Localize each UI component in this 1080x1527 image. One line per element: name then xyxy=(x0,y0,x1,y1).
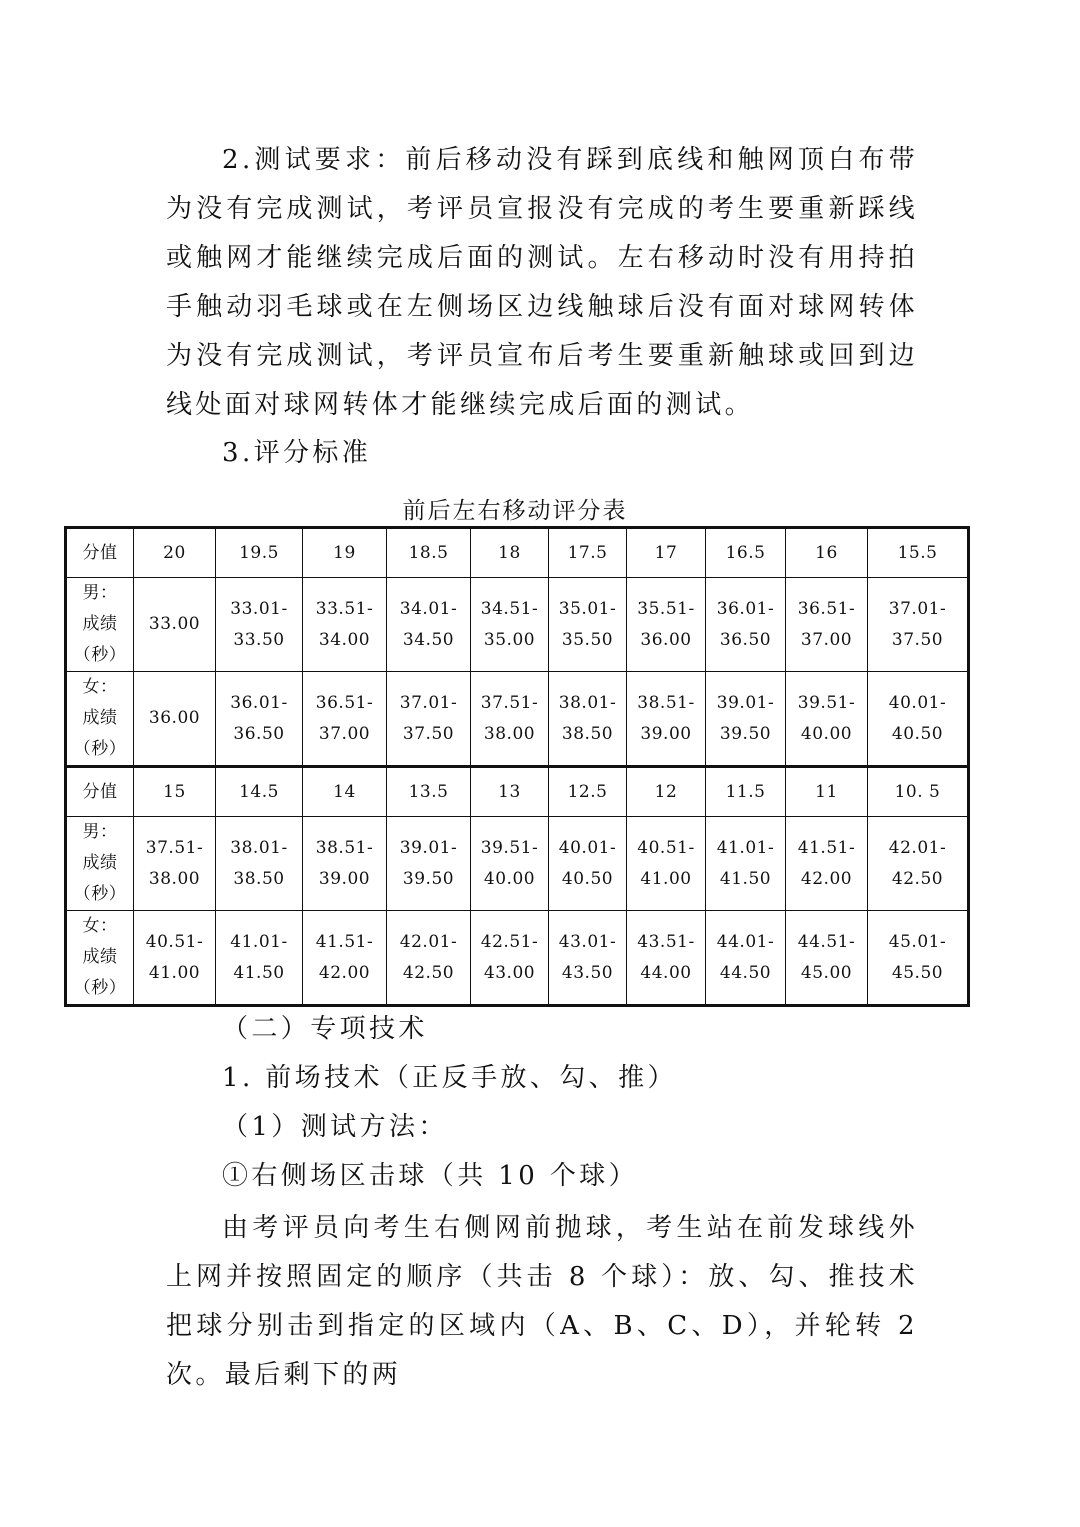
time-range-line: 36.00 xyxy=(640,629,692,650)
row-label-line: 男： xyxy=(82,583,118,603)
time-range-line: 40.01- xyxy=(558,837,617,858)
time-range-cell xyxy=(706,672,786,767)
time-range-line: 43.01- xyxy=(558,931,617,952)
time-range-line: 42.51- xyxy=(480,931,539,952)
time-range-cell xyxy=(868,578,969,672)
row-label-line: 成绩 xyxy=(82,947,118,967)
time-range-line: 44.01- xyxy=(716,931,775,952)
score-value-cell: 16 xyxy=(786,528,868,578)
time-range-line: 42.50 xyxy=(402,962,455,983)
time-range-cell xyxy=(387,578,471,672)
time-range-line: 34.51- xyxy=(480,598,539,619)
time-range-line: 40.51- xyxy=(637,837,695,858)
time-range-line: 38.51- xyxy=(637,692,695,713)
score-value-cell: 11.5 xyxy=(706,767,786,817)
row-label-cell xyxy=(66,911,134,1006)
time-range-cell xyxy=(303,817,387,911)
score-value-cell: 19 xyxy=(303,528,387,578)
time-range-line: 40.50 xyxy=(891,723,944,744)
score-value-cell: 13.5 xyxy=(387,767,471,817)
time-range-line: 35.00 xyxy=(483,629,536,650)
section-heading-special-skills: （二）专项技术 xyxy=(222,1014,428,1044)
time-range-line: 41.00 xyxy=(640,868,692,889)
time-range-line: 37.01- xyxy=(399,692,458,713)
time-range-line: 41.51- xyxy=(315,931,374,952)
time-range-line: 36.01- xyxy=(230,692,288,713)
time-range-line: 43.50 xyxy=(561,962,614,983)
time-range-cell xyxy=(786,817,868,911)
time-range-line: 42.00 xyxy=(318,962,371,983)
time-range-cell xyxy=(786,578,868,672)
time-range-cell xyxy=(387,672,471,767)
score-value-cell: 18.5 xyxy=(387,528,471,578)
score-value-cell: 19.5 xyxy=(216,528,303,578)
time-range-cell xyxy=(471,578,549,672)
time-range-line: 41.50 xyxy=(719,868,772,889)
time-range-line: 41.01- xyxy=(716,837,775,858)
time-range-cell xyxy=(134,578,216,672)
time-range-cell xyxy=(549,578,627,672)
time-range-line: 41.51- xyxy=(797,837,856,858)
score-header-label: 分值 xyxy=(66,528,134,578)
time-range-line: 37.51- xyxy=(145,837,204,858)
time-range-line: 33.01- xyxy=(230,598,288,619)
time-range-line: 38.51- xyxy=(315,837,374,858)
time-range-cell xyxy=(471,911,549,1006)
score-header-label: 分值 xyxy=(66,767,134,817)
time-range-line: 38.01- xyxy=(230,837,288,858)
time-range-line: 44.00 xyxy=(640,962,692,983)
time-range-line: 37.00 xyxy=(318,723,371,744)
row-label-line: 女： xyxy=(82,677,118,697)
time-range-line: 34.00 xyxy=(318,629,371,650)
time-range-cell xyxy=(786,672,868,767)
row-label-cell xyxy=(66,672,134,767)
time-range-cell xyxy=(627,817,706,911)
male-time-row xyxy=(66,578,969,672)
time-range-line: 37.00 xyxy=(800,629,853,650)
time-range-cell xyxy=(627,672,706,767)
time-range-cell xyxy=(706,578,786,672)
row-label-cell xyxy=(66,578,134,672)
time-range-line: 37.50 xyxy=(402,723,455,744)
time-range-line: 33.50 xyxy=(233,629,285,650)
time-range-cell xyxy=(134,817,216,911)
time-range-line: 38.01- xyxy=(558,692,617,713)
time-range-line: 36.01- xyxy=(716,598,775,619)
time-range-line: 36.51- xyxy=(797,598,856,619)
time-range-cell xyxy=(303,911,387,1006)
time-range-line: 39.01- xyxy=(399,837,458,858)
time-range-line: 42.00 xyxy=(800,868,853,889)
time-range-line: 43.51- xyxy=(637,931,695,952)
heading-scoring-standard: 3.评分标准 xyxy=(222,438,372,468)
time-range-line: 34.50 xyxy=(402,629,455,650)
paragraph-test-requirements: 2.测试要求：前后移动没有踩到底线和触网顶白布带为没有完成测试，考评员宣报没有完成的考生要重新踩线或触网才能继续完成后面的测试。左右移动时没有用持拍手触动羽毛球或在左侧场区边线触球后没有面对球网转体为没有完成测试，考评员宣布后考生要重新触球或回到边线处面对球网转体才能继续完成后面的测试。 xyxy=(166,145,918,420)
scoring-table xyxy=(64,526,970,1007)
time-range-line: 38.00 xyxy=(483,723,536,744)
score-value-cell: 12 xyxy=(627,767,706,817)
item-frontcourt-technique: 1. 前场技术（正反手放、勾、推） xyxy=(222,1063,677,1093)
female-time-row xyxy=(66,911,969,1006)
score-value-cell: 17.5 xyxy=(549,528,627,578)
paragraph-test-description: 由考评员向考生右侧网前抛球，考生站在前发球线外上网并按照固定的顺序（共击 8 个球）：放、勾、推技术把球分别击到指定的区域内（A、B、C、D），并轮转 2 次。最后剩下的两 xyxy=(166,1213,918,1390)
time-range-line: 42.50 xyxy=(891,868,944,889)
row-label-line: 成绩 xyxy=(82,614,118,634)
time-range-cell xyxy=(549,672,627,767)
score-value-cell: 15.5 xyxy=(868,528,969,578)
time-range-line: 39.51- xyxy=(480,837,539,858)
time-range-cell xyxy=(706,817,786,911)
time-range-line: 41.01- xyxy=(230,931,288,952)
time-range-cell xyxy=(216,578,303,672)
time-range-cell xyxy=(868,672,969,767)
time-range-cell xyxy=(868,817,969,911)
time-range-line: 40.51- xyxy=(145,931,204,952)
female-time-row xyxy=(66,672,969,767)
time-range-line: 42.01- xyxy=(399,931,458,952)
row-label-line: 成绩 xyxy=(82,853,118,873)
time-range-cell xyxy=(387,911,471,1006)
time-range-line: 39.00 xyxy=(640,723,692,744)
time-range-line: 39.00 xyxy=(318,868,371,889)
time-range-cell xyxy=(549,817,627,911)
row-label-line: 男： xyxy=(82,822,118,842)
time-range-line: 45.01- xyxy=(888,931,947,952)
time-range-cell xyxy=(303,578,387,672)
score-value-cell: 10. 5 xyxy=(868,767,969,817)
score-value-cell: 20 xyxy=(134,528,216,578)
time-range-line: 40.00 xyxy=(800,723,853,744)
time-range-line: 44.50 xyxy=(719,962,772,983)
scoring-table-body xyxy=(66,528,969,1006)
time-range-line: 36.51- xyxy=(315,692,374,713)
time-range-line: 36.50 xyxy=(719,629,772,650)
time-range-cell xyxy=(134,911,216,1006)
time-range-cell xyxy=(706,911,786,1006)
time-range-cell xyxy=(549,911,627,1006)
score-value-cell: 11 xyxy=(786,767,868,817)
score-header-row xyxy=(66,767,969,817)
time-range-line: 37.50 xyxy=(891,629,944,650)
row-label-line: （秒） xyxy=(73,645,127,665)
time-range-line: 41.00 xyxy=(148,962,201,983)
score-value-cell: 13 xyxy=(471,767,549,817)
time-range-line: 44.51- xyxy=(797,931,856,952)
time-range-line: 45.00 xyxy=(800,962,853,983)
time-range-line: 37.51- xyxy=(480,692,539,713)
time-range-line: 39.01- xyxy=(716,692,775,713)
male-time-row xyxy=(66,817,969,911)
time-range-line: 40.01- xyxy=(888,692,947,713)
row-label-line: 女： xyxy=(82,916,118,936)
time-range-cell xyxy=(387,817,471,911)
time-range-cell xyxy=(216,672,303,767)
time-range-line: 45.50 xyxy=(891,962,944,983)
time-range-line: 33.51- xyxy=(315,598,374,619)
time-range-line: 40.00 xyxy=(483,868,536,889)
time-range-cell xyxy=(627,911,706,1006)
time-range-cell xyxy=(471,672,549,767)
time-range-line: 40.50 xyxy=(561,868,614,889)
time-range-line: 34.01- xyxy=(399,598,458,619)
time-range-line: 36.50 xyxy=(233,723,285,744)
time-range-cell xyxy=(786,911,868,1006)
score-value-cell: 17 xyxy=(627,528,706,578)
score-value-cell: 18 xyxy=(471,528,549,578)
time-range-line: 41.50 xyxy=(233,962,285,983)
time-range-cell xyxy=(134,672,216,767)
item-right-zone-hitting: ①右侧场区击球（共 10 个球） xyxy=(222,1161,639,1191)
time-range-line: 39.50 xyxy=(402,868,455,889)
time-range-line: 33.00 xyxy=(148,614,201,634)
time-range-cell xyxy=(471,817,549,911)
time-range-line: 35.50 xyxy=(561,629,614,650)
score-value-cell: 12.5 xyxy=(549,767,627,817)
time-range-line: 36.00 xyxy=(148,708,201,728)
time-range-line: 43.00 xyxy=(483,962,536,983)
score-value-cell: 16.5 xyxy=(706,528,786,578)
score-value-cell: 14.5 xyxy=(216,767,303,817)
row-label-line: （秒） xyxy=(73,739,127,759)
row-label-line: 成绩 xyxy=(82,708,118,728)
subheading-test-method: （1）测试方法： xyxy=(222,1112,448,1142)
time-range-line: 38.00 xyxy=(148,868,201,889)
score-header-row xyxy=(66,528,969,578)
table-caption: 前后左右移动评分表 xyxy=(402,498,628,524)
score-value-cell: 15 xyxy=(134,767,216,817)
time-range-cell xyxy=(627,578,706,672)
row-label-line: （秒） xyxy=(73,978,127,998)
time-range-line: 39.51- xyxy=(797,692,856,713)
row-label-line: （秒） xyxy=(73,884,127,904)
score-value-cell: 14 xyxy=(303,767,387,817)
time-range-line: 39.50 xyxy=(719,723,772,744)
time-range-cell xyxy=(303,672,387,767)
time-range-line: 35.01- xyxy=(558,598,617,619)
time-range-line: 42.01- xyxy=(888,837,947,858)
time-range-line: 38.50 xyxy=(233,868,285,889)
time-range-line: 35.51- xyxy=(637,598,695,619)
row-label-cell xyxy=(66,817,134,911)
time-range-cell xyxy=(216,817,303,911)
time-range-line: 38.50 xyxy=(561,723,614,744)
time-range-line: 37.01- xyxy=(888,598,947,619)
time-range-cell xyxy=(216,911,303,1006)
time-range-cell xyxy=(868,911,969,1006)
